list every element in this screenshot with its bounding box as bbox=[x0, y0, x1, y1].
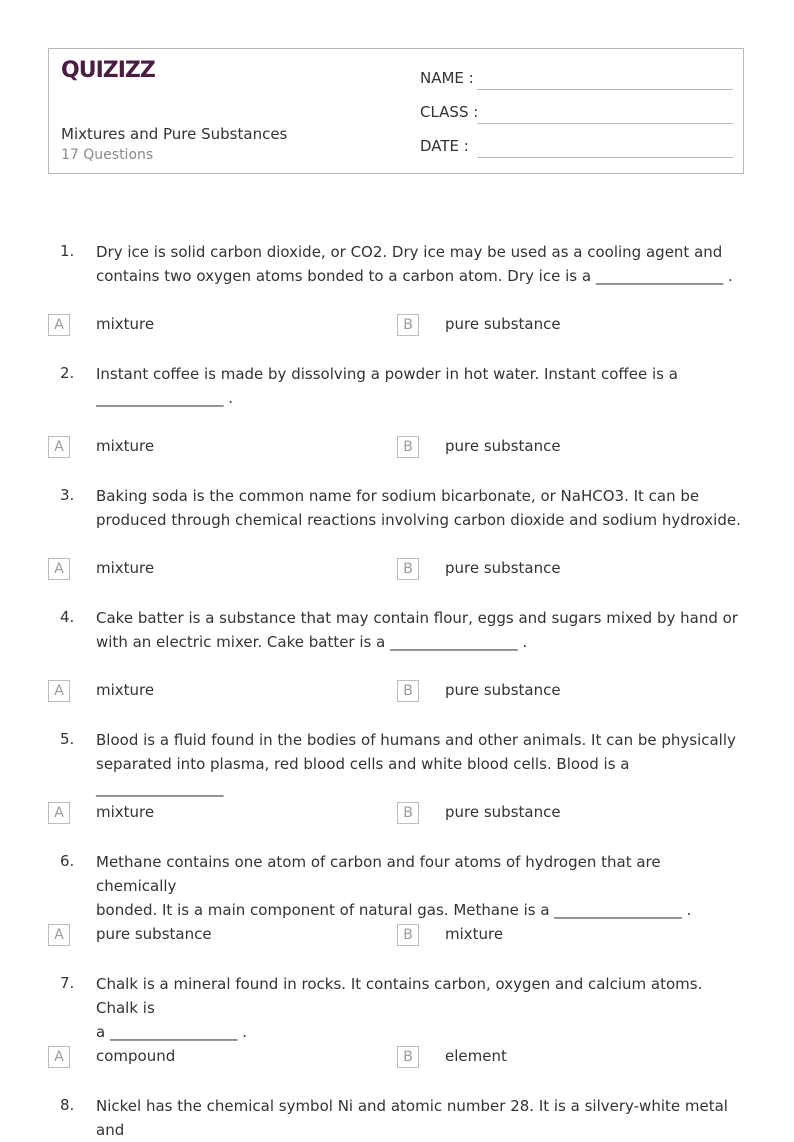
option-letter-box[interactable]: B bbox=[397, 314, 419, 336]
date-field[interactable] bbox=[420, 137, 733, 161]
option-letter-box[interactable]: A bbox=[48, 314, 70, 336]
option-text[interactable]: element bbox=[445, 1047, 507, 1065]
option-letter-box[interactable]: A bbox=[48, 436, 70, 458]
worksheet-title: Mixtures and Pure Substances bbox=[61, 125, 288, 143]
option-text[interactable]: pure substance bbox=[96, 925, 212, 943]
question-number: 3. bbox=[60, 486, 75, 504]
name-line[interactable] bbox=[477, 89, 733, 90]
option-letter-box[interactable]: B bbox=[397, 1046, 419, 1068]
option-letter-box[interactable]: B bbox=[397, 924, 419, 946]
worksheet-header bbox=[48, 48, 744, 174]
question-count: 17 Questions bbox=[61, 147, 154, 163]
option-text[interactable]: pure substance bbox=[445, 559, 561, 577]
option-text[interactable]: mixture bbox=[96, 315, 155, 333]
option-letter-box[interactable]: A bbox=[48, 802, 70, 824]
date-label: DATE : bbox=[420, 137, 469, 155]
question-text: Blood is a fluid found in the bodies of humans and other animals. It can be physically separated into plasma, red blood cells and white blood cells. Blood is a _________________ bbox=[96, 731, 736, 797]
option-text[interactable]: pure substance bbox=[445, 315, 561, 333]
option-text[interactable]: pure substance bbox=[445, 437, 561, 455]
class-label: CLASS : bbox=[420, 103, 479, 121]
option-letter-box[interactable]: B bbox=[397, 436, 419, 458]
class-line[interactable] bbox=[477, 123, 733, 124]
question-number: 1. bbox=[60, 242, 75, 260]
question-text: Cake batter is a substance that may contain flour, eggs and sugars mixed by hand or with an electric mixer. Cake batter is a _________________ . bbox=[96, 609, 738, 651]
question-text: Methane contains one atom of carbon and four atoms of hydrogen that are chemically bonded. It is a main component of natural gas. Methane is a _________________ . bbox=[96, 853, 692, 919]
option-text[interactable]: pure substance bbox=[445, 803, 561, 821]
option-text[interactable]: mixture bbox=[445, 925, 504, 943]
option-text[interactable]: mixture bbox=[96, 437, 155, 455]
question-number: 2. bbox=[60, 364, 75, 382]
question-text: Dry ice is solid carbon dioxide, or CO2. Dry ice may be used as a cooling agent and contains two oxygen atoms bonded to a carbon atom. Dry ice is a _________________ . bbox=[96, 243, 733, 285]
question-text: Baking soda is the common name for sodium bicarbonate, or NaHCO3. It can be produced through chemical reactions involving carbon dioxide and sodium hydroxide. bbox=[96, 487, 741, 529]
option-text[interactable]: mixture bbox=[96, 559, 155, 577]
option-letter-box[interactable]: A bbox=[48, 558, 70, 580]
date-line[interactable] bbox=[477, 157, 733, 158]
question-number: 5. bbox=[60, 730, 75, 748]
name-field[interactable] bbox=[420, 69, 733, 93]
class-field[interactable] bbox=[420, 103, 733, 127]
option-letter-box[interactable]: B bbox=[397, 558, 419, 580]
quizizz-logo: QUIZIZZ bbox=[61, 58, 155, 83]
option-text[interactable]: mixture bbox=[96, 681, 155, 699]
question-text: Nickel has the chemical symbol Ni and atomic number 28. It is a silvery-white metal and bbox=[96, 1097, 733, 1139]
question-text: Chalk is a mineral found in rocks. It contains carbon, oxygen and calcium atoms. Chalk is a _________________ . bbox=[96, 975, 703, 1041]
option-letter-box[interactable]: A bbox=[48, 1046, 70, 1068]
question-number: 6. bbox=[60, 852, 75, 870]
question-number: 7. bbox=[60, 974, 75, 992]
option-text[interactable]: pure substance bbox=[445, 681, 561, 699]
option-text[interactable]: compound bbox=[96, 1047, 176, 1065]
name-label: NAME : bbox=[420, 69, 474, 87]
question-text: Instant coffee is made by dissolving a powder in hot water. Instant coffee is a _________________ . bbox=[96, 365, 678, 407]
option-letter-box[interactable]: A bbox=[48, 680, 70, 702]
question-number: 8. bbox=[60, 1096, 75, 1114]
option-letter-box[interactable]: A bbox=[48, 924, 70, 946]
option-letter-box[interactable]: B bbox=[397, 680, 419, 702]
question-number: 4. bbox=[60, 608, 75, 626]
option-text[interactable]: mixture bbox=[96, 803, 155, 821]
option-letter-box[interactable]: B bbox=[397, 802, 419, 824]
